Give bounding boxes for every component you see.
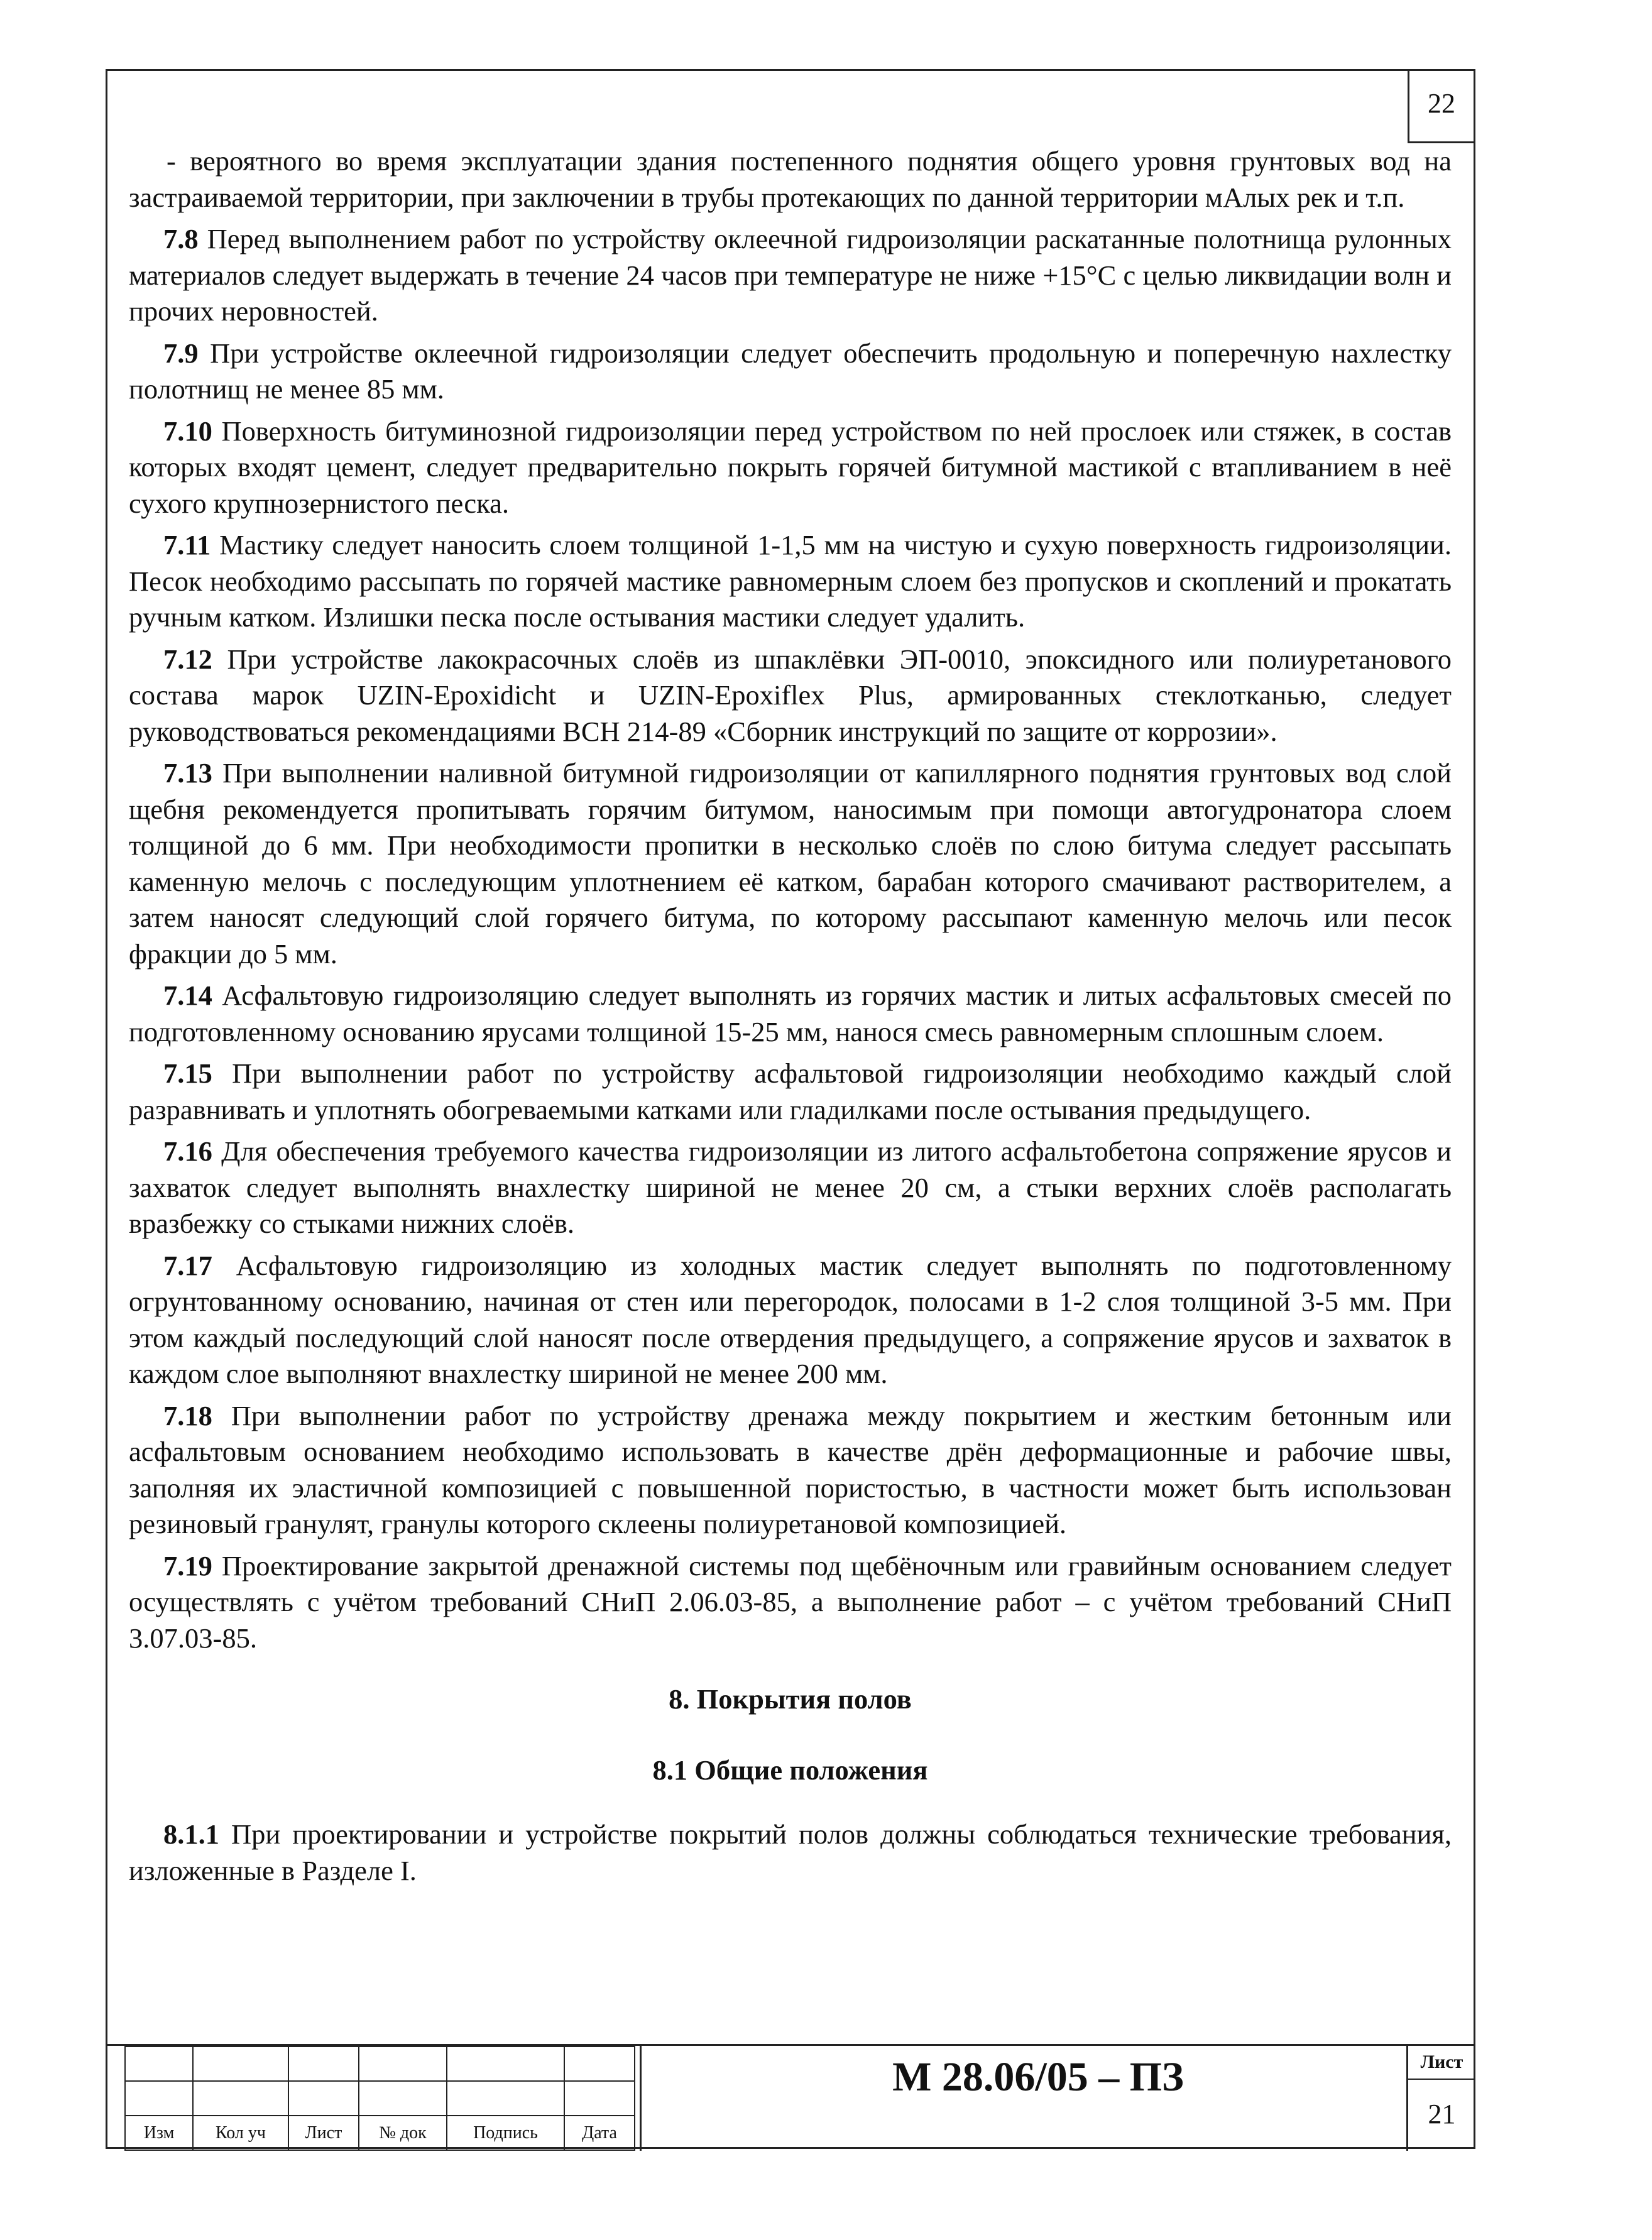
clause-text: При выполнении работ по устройству асфальтовой гидроизоляции необходимо каждый слой разравнивать и уплотнять обогреваемыми катками или гладилками после остывания предыдущего. xyxy=(129,1057,1452,1125)
clause-text: Для обеспечения требуемого качества гидроизоляции из литого асфальтобетона сопряжение ярусов и захваток следует выполнять внахлестку шириной не менее 20 см, а стыки верхних слоёв располагать вразбежку со стыками нижних слоёв. xyxy=(129,1135,1452,1239)
clause-text: Проектирование закрытой дренажной системы под щебёночным или гравийным основанием следует осуществлять с учётом требований СНиП 2.06.03-85, а выполнение работ – с учётом требований СНиП 3.07.03-85. xyxy=(129,1549,1452,1654)
page-number-box xyxy=(1408,69,1475,143)
paragraph-7-14 xyxy=(129,978,1452,1050)
title-block-stamp xyxy=(106,2044,1475,2149)
clause-text: Асфальтовую гидроизоляцию из холодных мастик следует выполнять по подготовленному огрунтованному основанию, начиная от стен или перегородок, полосами в 1-2 слоя толщиной 3-5 мм. При этом каждый последующий слой наносят после отвердения предыдущего, а сопряжение ярусов и захваток в каждом слое выполняют внахлестку шириной не менее 200 мм. xyxy=(129,1249,1452,1389)
paragraph-7-8 xyxy=(129,221,1452,330)
clause-number: 7.18 xyxy=(163,1399,212,1431)
sheet-label: Лист xyxy=(1408,2046,1475,2080)
clause-text: При устройстве оклеечной гидроизоляции следует обеспечить продольную и поперечную нахлестку полотнищ не менее 85 мм. xyxy=(129,337,1452,405)
paragraph-7-15 xyxy=(129,1056,1452,1128)
clause-number: 7.19 xyxy=(163,1549,212,1582)
document-body xyxy=(129,143,1452,1894)
clause-number: 7.11 xyxy=(163,529,211,560)
paragraph: - вероятного во время эксплуатации здания постепенного поднятия общего уровня грунтовых вод на застраиваемой территории, при заключении в трубы протекающих по данной территории мАлых рек и т.п. xyxy=(129,145,1452,213)
paragraph-7-13 xyxy=(129,755,1452,972)
paragraph-7-16 xyxy=(129,1134,1452,1242)
clause-number: 7.12 xyxy=(163,643,212,675)
stamp-col-kol-uch: Кол уч xyxy=(193,2116,288,2150)
clause-number: 7.16 xyxy=(163,1135,212,1167)
clause-text: Асфальтовую гидроизоляцию следует выполнять из горячих мастик и литых асфальтовых смесей по подготовленному основанию ярусами толщиной 15-25 мм, нанося смесь равномерным сплошным слоем. xyxy=(129,980,1452,1047)
paragraph-7-9 xyxy=(129,336,1452,408)
clause-text: При выполнении работ по устройству дренажа между покрытием и жестким бетонным или асфальтовым основанием необходимо использовать в качестве дрён деформационные и рабочие швы, заполняя их эластичной композицией с повышенной пористостью, в частности может быть использован резиновый гранулят, гранулы которого склеены полиуретановой композицией. xyxy=(129,1399,1452,1539)
paragraph-7-10 xyxy=(129,413,1452,522)
stamp-grid xyxy=(124,2046,635,2151)
clause-number: 7.13 xyxy=(163,757,212,789)
paragraph-8-1-1 xyxy=(129,1817,1452,1889)
page-number: 22 xyxy=(1428,88,1455,119)
stamp-col-doc-no: № док xyxy=(359,2116,447,2150)
clause-text: При выполнении наливной битумной гидроизоляции от капиллярного поднятия грунтовых вод слой щебня рекомендуется пропитывать горячим битумом, наносимым при помощи автогудронатора слоем толщиной до 6 мм. При необходимости пропитки в несколько слоёв по слою битума следует рассыпать каменную мелочь с последующим уплотнением её катком, барабан которого смачивают растворителем, а затем наносят следующий слой горячего битума, по которому рассыпают каменную мелочь или песок фракции до 5 мм. xyxy=(129,757,1452,970)
clause-number: 7.8 xyxy=(163,223,199,254)
clause-number: 7.15 xyxy=(163,1057,212,1089)
clause-text: При устройстве лакокрасочных слоёв из шпаклёвки ЭП-0010, эпоксидного или полиуретанового состава марок UZIN-Epoxidicht и UZIN-Epoxiflex Plus, армированных стеклотканью, следует руководствоваться рекомендациями ВСН 214-89 «Сборник инструкций по защите от коррозии». xyxy=(129,643,1452,747)
stamp-col-list: Лист xyxy=(288,2116,359,2150)
clause-text: Перед выполнением работ по устройству оклеечной гидроизоляции раскатанные полотнища рулонных материалов следует выдержать в течение 24 часов при температуре не ниже +15°С с целью ликвидации волн и прочих неровностей. xyxy=(129,223,1452,327)
clause-number: 7.9 xyxy=(163,337,199,369)
paragraph-7-18 xyxy=(129,1398,1452,1543)
stamp-col-date: Дата xyxy=(564,2116,635,2150)
paragraph-7-17 xyxy=(129,1248,1452,1392)
sheet-number: 21 xyxy=(1428,2099,1456,2129)
section-heading: 8. Покрытия полов xyxy=(669,1683,912,1715)
clause-text: Мастику следует наносить слоем толщиной 1-1,5 мм на чистую и сухую поверхность гидроизоляции. Песок необходимо рассыпать по горячей мастике равномерным слоем без пропусков и скоплений и прокатать ручным катком. Излишки песка после остывания мастики следует удалить. xyxy=(129,529,1452,633)
document-code-box xyxy=(640,2046,1435,2151)
paragraph-7-19 xyxy=(129,1548,1452,1657)
clause-number: 7.10 xyxy=(163,415,212,447)
document-code: М 28.06/05 – ПЗ xyxy=(892,2054,1184,2100)
clause-number: 7.17 xyxy=(163,1249,212,1281)
clause-text: Поверхность битуминозной гидроизоляции перед устройством по ней прослоек или стяжек, в состав которых входят цемент, следует предварительно покрыть горячей битумной мастикой с втапливанием в неё сухого крупнозернистого песка. xyxy=(129,415,1452,519)
paragraph-7-12 xyxy=(129,642,1452,750)
subsection-heading: 8.1 Общие положения xyxy=(652,1754,928,1786)
clause-number: 7.14 xyxy=(163,980,212,1011)
sheet-box xyxy=(1406,2046,1475,2151)
stamp-col-signature: Подпись xyxy=(447,2116,564,2150)
clause-text: При проектировании и устройстве покрытий полов должны соблюдаться технические требования, изложенные в Разделе I. xyxy=(129,1818,1452,1886)
clause-number: 8.1.1 xyxy=(163,1818,219,1850)
paragraph-7-11 xyxy=(129,527,1452,636)
stamp-col-izm: Изм xyxy=(125,2116,193,2150)
